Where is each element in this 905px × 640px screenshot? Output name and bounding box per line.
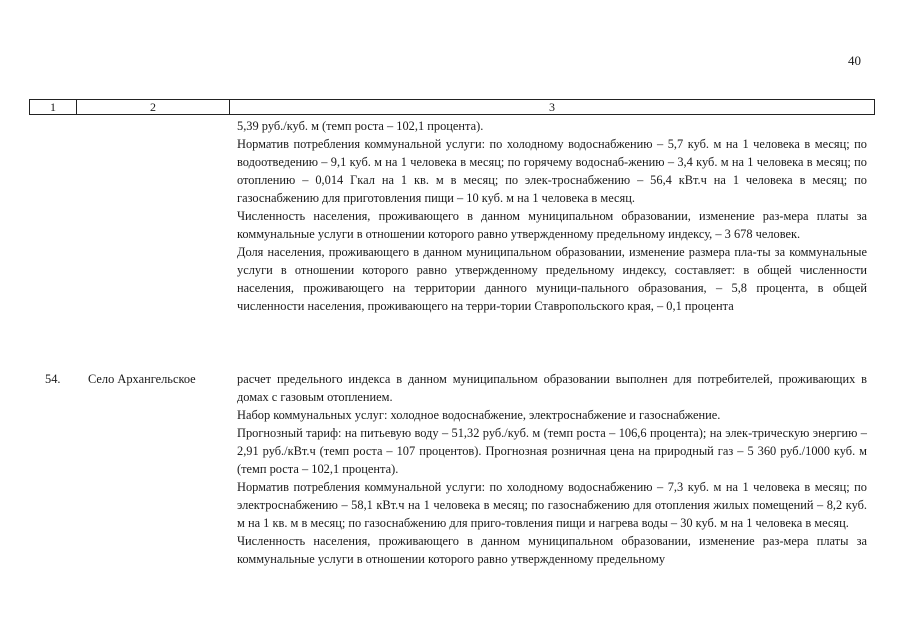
paragraph: Норматив потребления коммунальной услуги: по холодному водоснабжению – 7,3 куб. м на 1 человека в месяц; по электроснабжению – 58,1 кВт.ч на 1 человека в месяц; по газоснабжению для отопления жилых помещений – 8,2 куб. м на 1 кв. м в месяц; по газоснабжению для приго-товления пищи и нагрева воды – 30 куб. м на 1 человека в месяц. [237, 480, 867, 530]
column-header-1: 1 [30, 100, 77, 114]
paragraph: расчет предельного индекса в данном муниципальном образовании выполнен для потребителей, проживающих в домах с газовым отоплением. [237, 372, 867, 404]
paragraph: Численность населения, проживающего в данном муниципальном образовании, изменение раз-мера платы за коммунальные услуги в отношении которого равно утвержденному предельному индексу, – 3 678 человек. [237, 209, 867, 241]
row-53-continuation [237, 117, 867, 315]
municipality-name: Село Архангельское [88, 372, 196, 386]
row-number: 54. [45, 372, 61, 386]
paragraph: Норматив потребления коммунальной услуги: по холодному водоснабжению – 5,7 куб. м на 1 человека в месяц; по водоотведению – 9,1 куб. м на 1 человека в месяц; по горячему водоснаб-жению – 3,4 куб. м на 1 человека в месяц; по отоплению – 0,014 Гкал на 1 кв. м в месяц; по элек-троснабжению – 56,4 кВт.ч на 1 человека в месяц; по газоснабжению для приготовления пищи – 10 куб. м на 1 человека в месяц. [237, 137, 867, 205]
page-number: 40 [848, 53, 861, 68]
column-header-2: 2 [77, 100, 230, 114]
paragraph: 5,39 руб./куб. м (темп роста – 102,1 процента). [237, 119, 484, 133]
paragraph: Набор коммунальных услуг: холодное водоснабжение, электроснабжение и газоснабжение. [237, 408, 721, 422]
paragraph: Доля населения, проживающего в данном муниципальном образовании, изменение размера пла-ты за коммунальные услуги в отношении которого равно утвержденному предельному индексу, составляет: в общей численности населения, проживающего на территории данного муници-пального образования, – 5,8 процента, в общей численности населения, проживающего на терри-тории Ставропольского края, – 0,1 процента [237, 245, 867, 313]
column-header-3: 3 [549, 100, 555, 114]
row-54-text [237, 370, 867, 568]
paragraph: Численность населения, проживающего в данном муниципальном образовании, изменение раз-мера платы за коммунальные услуги в отношении которого равно утвержденному предельному [237, 534, 867, 566]
paragraph: Прогнозный тариф: на питьевую воду – 51,32 руб./куб. м (темп роста – 106,6 процента); на элек-трическую энергию – 2,91 руб./кВт.ч (темп роста – 107 процентов). Прогнозная розничная цена на природный газ – 5 360 руб./1000 куб. м (темп роста – 102,1 процента). [237, 426, 867, 476]
table-header-row [29, 99, 875, 115]
